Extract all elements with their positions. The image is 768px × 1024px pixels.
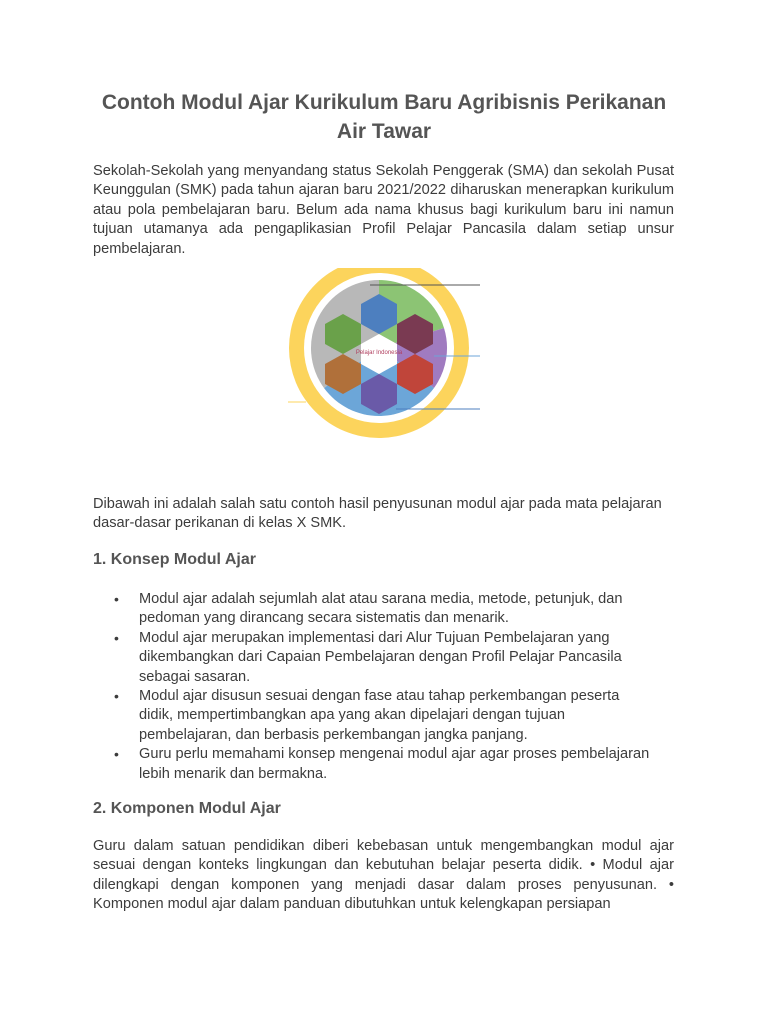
figure-center-label: Pelajar Indonesia	[355, 350, 403, 356]
lead-in-paragraph: Dibawah ini adalah salah satu contoh hasil penyusunan modul ajar pada mata pelajaran dasar-dasar perikanan di kelas X SMK.	[93, 496, 662, 532]
section1-heading: 1. Konsep Modul Ajar	[93, 551, 256, 568]
list-item	[93, 687, 674, 745]
document-title: Contoh Modul Ajar Kurikulum Baru Agribisnis Perikanan Air Tawar	[101, 91, 667, 143]
bullet-glyph: •	[114, 591, 119, 607]
figure-svg	[284, 268, 484, 448]
list-item-text: Modul ajar disusun sesuai dengan fase atau tahap perkembangan peserta didik, mempertimbangkan apa yang akan dipelajari dengan tujuan pembelajaran, dan berbasis perkembangan jangka panjang.	[139, 688, 620, 743]
intro-paragraph: Sekolah-Sekolah yang menyandang status Sekolah Penggerak (SMA) dan sekolah Pusat Keunggulan (SMK) pada tahun ajaran baru 2021/2022 diharuskan menerapkan kurikulum atau pola pembelajaran baru. Belum ada nama khusus bagi kurikulum baru ini namun tujuan utamanya ada pengaplikasian Profil Pelajar Pancasila dalam setiap unsur pembelajaran.	[93, 163, 674, 257]
profil-pelajar-pancasila-figure	[284, 268, 484, 448]
section1-bullet-list	[93, 590, 674, 784]
bullet-glyph: •	[114, 746, 119, 763]
list-item-text: Modul ajar adalah sejumlah alat atau sarana media, metode, petunjuk, dan pedoman yang dirancang secara sistematis dan menarik.	[139, 591, 623, 627]
bullet-glyph: •	[114, 629, 119, 646]
list-item-text: Modul ajar merupakan implementasi dari Alur Tujuan Pembelajaran yang dikembangkan dari Capaian Pembelajaran dengan Profil Pelajar Pancasila sebagai sasaran.	[139, 629, 622, 685]
list-item	[93, 590, 674, 629]
list-item	[93, 629, 674, 687]
section2-heading: 2. Komponen Modul Ajar	[93, 800, 281, 817]
list-item-text: Guru perlu memahami konsep mengenai modul ajar agar proses pembelajaran lebih menarik dan bermakna.	[139, 746, 650, 782]
list-item	[93, 745, 674, 784]
section2-paragraph: Guru dalam satuan pendidikan diberi kebebasan untuk mengembangkan modul ajar sesuai dengan konteks lingkungan dan kebutuhan belajar peserta didik. • Modul ajar dilengkapi dengan komponen yang menjadi dasar dalam proses penyusunan. • Komponen modul ajar dalam panduan dibutuhkan untuk kelengkapan persiapan	[93, 838, 674, 913]
bullet-glyph: •	[114, 688, 119, 705]
